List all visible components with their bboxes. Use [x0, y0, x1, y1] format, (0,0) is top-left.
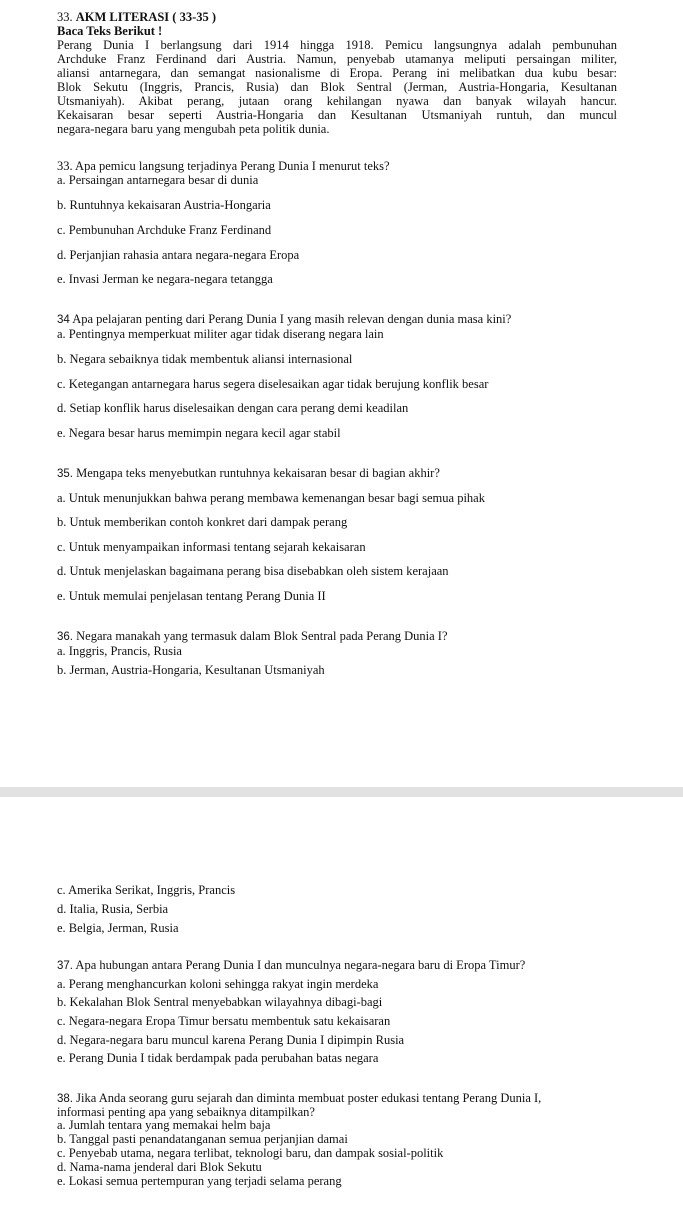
option-33e[interactable]: e. Invasi Jerman ke negara-negara tetangga [57, 272, 273, 286]
option-38b[interactable]: b. Tanggal pasti penandatanganan semua perjanjian damai [57, 1132, 348, 1146]
option-35b[interactable]: b. Untuk memberikan contoh konkret dari dampak perang [57, 515, 348, 529]
passage-line: Archduke Franz Ferdinand dari Austria. Namun, penyebab utamanya meliputi persaingan militer, [57, 52, 617, 66]
option-37c[interactable]: c. Negara-negara Eropa Timur bersatu membentuk satu kekaisaran [57, 1014, 391, 1028]
page-separator [0, 787, 683, 797]
option-36a[interactable]: a. Inggris, Prancis, Rusia [57, 644, 182, 658]
passage-line: Perang Dunia I berlangsung dari 1914 hingga 1918. Pemicu langsungnya adalah pembunuhan [57, 38, 617, 52]
passage-line: Kekaisaran besar seperti Austria-Hongaria dan Kesultanan Utsmaniyah runtuh, dan muncul [57, 108, 617, 122]
option-38d[interactable]: d. Nama-nama jenderal dari Blok Sekutu [57, 1160, 262, 1174]
option-35c[interactable]: c. Untuk menyampaikan informasi tentang sejarah kekaisaran [57, 540, 366, 554]
option-33c[interactable]: c. Pembunuhan Archduke Franz Ferdinand [57, 223, 272, 237]
question-number: 38. [57, 1093, 73, 1105]
question-35 [57, 466, 440, 481]
title-number: 33. [57, 10, 73, 24]
title-text: AKM LITERASI ( 33-35 ) [75, 10, 217, 24]
reading-instruction: Baca Teks Berikut ! [57, 24, 163, 38]
question-text: Negara manakah yang termasuk dalam Blok Sentral pada Perang Dunia I? [73, 629, 448, 643]
question-36 [57, 629, 448, 644]
question-number: 37. [57, 960, 73, 972]
option-33b[interactable]: b. Runtuhnya kekaisaran Austria-Hongaria [57, 198, 271, 212]
option-37a[interactable]: a. Perang menghancurkan koloni sehingga rakyat ingin merdeka [57, 977, 379, 991]
option-34d[interactable]: d. Setiap konflik harus diselesaikan dengan cara perang demi keadilan [57, 401, 409, 415]
question-text: Apa hubungan antara Perang Dunia I dan munculnya negara-negara baru di Eropa Timur? [73, 958, 526, 972]
option-33d[interactable]: d. Perjanjian rahasia antara negara-negara Eropa [57, 248, 300, 262]
question-text: Apa pelajaran penting dari Perang Dunia I yang masih relevan dengan dunia masa kini? [69, 312, 512, 326]
option-34e[interactable]: e. Negara besar harus memimpin negara kecil agar stabil [57, 426, 341, 440]
passage-line: Utsmaniyah). Akibat perang, jutaan orang kehilangan nyawa dan banyak wilayah hancur. [57, 94, 617, 108]
question-number: 35. [57, 468, 73, 480]
question-number: 36. [57, 631, 73, 643]
option-38c[interactable]: c. Penyebab utama, negara terlibat, teknologi baru, dan dampak sosial-politik [57, 1146, 444, 1160]
question-text: Mengapa teks menyebutkan runtuhnya kekaisaran besar di bagian akhir? [73, 466, 440, 480]
option-37d[interactable]: d. Negara-negara baru muncul karena Perang Dunia I dipimpin Rusia [57, 1033, 405, 1047]
option-35a[interactable]: a. Untuk menunjukkan bahwa perang membawa kemenangan besar bagi semua pihak [57, 491, 485, 505]
passage-line: aliansi antarnegara, dan semangat nasionalisme di Eropa. Perang ini melibatkan dua kubu besar: [57, 66, 617, 80]
option-34a[interactable]: a. Pentingnya memperkuat militer agar tidak diserang negara lain [57, 327, 384, 341]
document-page-2 [0, 797, 683, 1214]
option-36b[interactable]: b. Jerman, Austria-Hongaria, Kesultanan Utsmaniyah [57, 663, 325, 677]
option-36e[interactable]: e. Belgia, Jerman, Rusia [57, 921, 179, 935]
option-38a[interactable]: a. Jumlah tentara yang memakai helm baja [57, 1118, 271, 1132]
option-38e[interactable]: e. Lokasi semua pertempuran yang terjadi selama perang [57, 1174, 342, 1188]
question-number: 34 [57, 314, 70, 326]
question-33: 33. Apa pemicu langsung terjadinya Perang Dunia I menurut teks? [57, 159, 390, 173]
option-35e[interactable]: e. Untuk memulai penjelasan tentang Perang Dunia II [57, 589, 326, 603]
option-34c[interactable]: c. Ketegangan antarnegara harus segera diselesaikan agar tidak berujung konflik besar [57, 377, 489, 391]
option-36c[interactable]: c. Amerika Serikat, Inggris, Prancis [57, 883, 236, 897]
option-35d[interactable]: d. Untuk menjelaskan bagaimana perang bisa disebabkan oleh sistem kerajaan [57, 564, 449, 578]
option-36d[interactable]: d. Italia, Rusia, Serbia [57, 902, 169, 916]
question-34 [57, 312, 511, 327]
option-33a[interactable]: a. Persaingan antarnegara besar di dunia [57, 173, 259, 187]
question-38-cont: informasi penting apa yang sebaiknya ditampilkan? [57, 1105, 315, 1119]
question-38 [57, 1091, 541, 1106]
question-text: Jika Anda seorang guru sejarah dan diminta membuat poster edukasi tentang Perang Dunia I, [73, 1091, 542, 1105]
question-37 [57, 958, 525, 973]
passage-line: Blok Sekutu (Inggris, Prancis, Rusia) dan Blok Sentral (Jerman, Austria-Hongaria, Kesultanan [57, 80, 617, 94]
option-37b[interactable]: b. Kekalahan Blok Sentral menyebabkan wilayahnya dibagi-bagi [57, 995, 383, 1009]
section-title [57, 10, 216, 24]
option-34b[interactable]: b. Negara sebaiknya tidak membentuk aliansi internasional [57, 352, 353, 366]
option-37e[interactable]: e. Perang Dunia I tidak berdampak pada perubahan batas negara [57, 1051, 379, 1065]
passage-line: negara-negara baru yang mengubah peta politik dunia. [57, 122, 330, 136]
